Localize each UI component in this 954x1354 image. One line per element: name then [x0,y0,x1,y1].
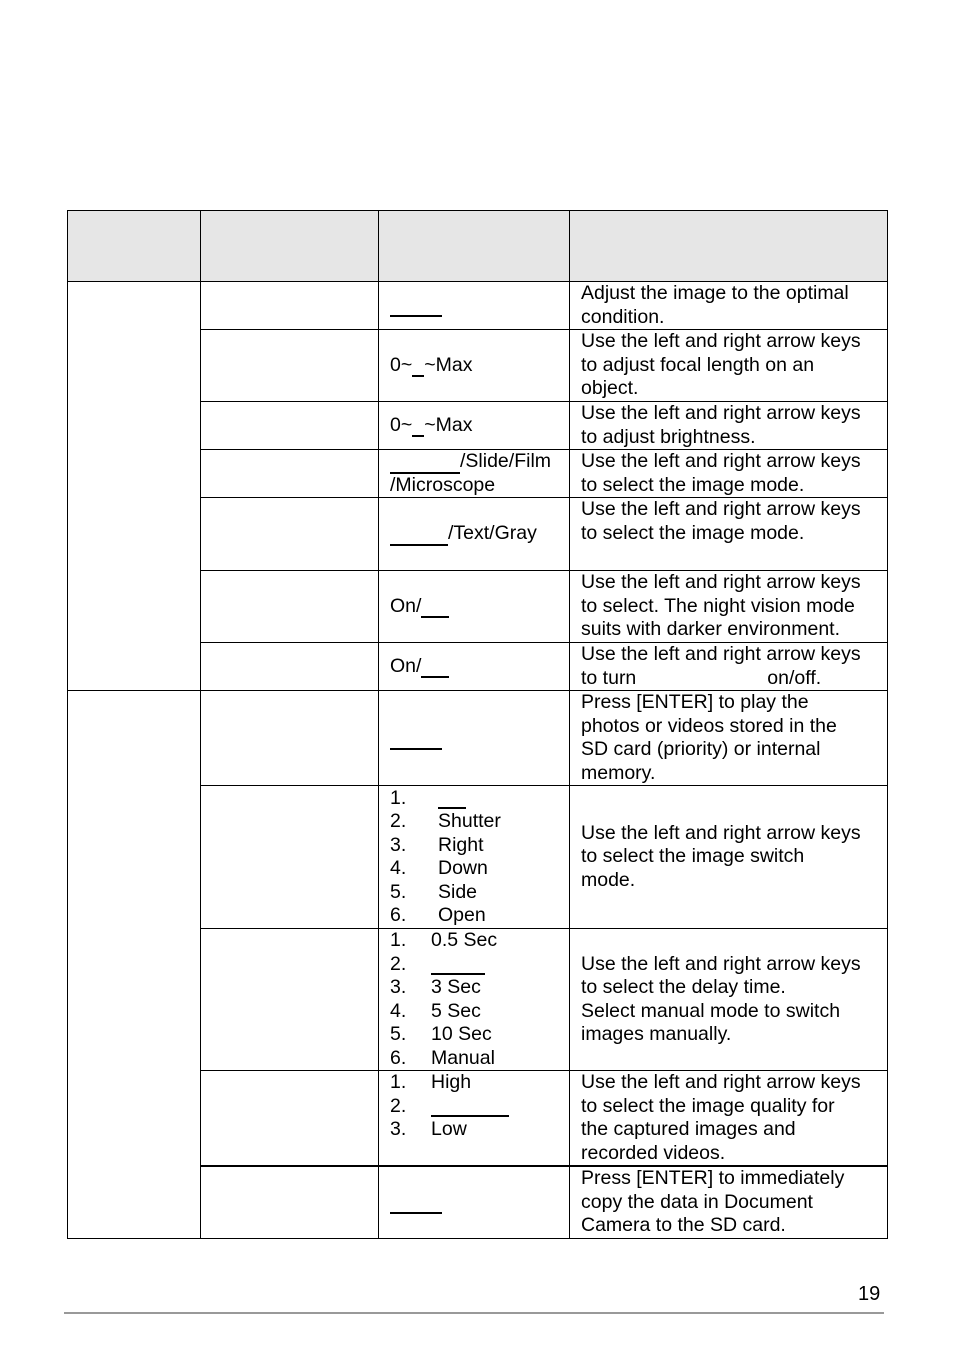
value-prefix: On/ [390,654,422,677]
description-line: Use the left and right arrow keys [581,643,861,665]
list-text: 5 Sec [431,999,481,1022]
default-value-underline [390,1192,442,1214]
submenu-cell [201,691,379,786]
description-line: on/off. [767,666,822,689]
list-text: Shutter [438,810,501,832]
list-item [390,929,558,953]
value-cell [379,1166,570,1238]
default-value-underline [431,953,485,975]
list-item [390,976,558,1000]
list-number: 1. [390,786,407,809]
list-item [390,1118,558,1142]
description-cell [570,498,888,571]
description-line: images manually. [581,1023,732,1045]
description-line: Use the left and right arrow keys [581,952,861,975]
default-value-underline [390,728,442,750]
header-cell [68,211,201,282]
value-cell [379,929,570,1071]
value-cell [379,402,570,450]
value-cell [379,786,570,929]
list-text: Right [438,833,484,856]
menu-settings-table [67,210,888,1239]
value-suffix: ~Max [424,353,473,376]
list-number: 4. [390,999,407,1022]
description-line: to select the image switch [581,845,805,868]
table-row [68,691,888,786]
description-line: photos or videos stored in the [581,714,837,737]
list-item [390,1047,558,1071]
submenu-cell [201,282,379,330]
list-text: Open [438,904,486,926]
default-value-underline [412,355,424,377]
list-number: 2. [390,952,407,975]
value-cell [379,330,570,402]
header-cell [379,211,570,282]
value-suffix: ~Max [424,413,473,436]
list-item [390,787,558,811]
list-item [390,953,558,977]
value-cell [379,643,570,691]
value-prefix: 0~ [390,413,413,436]
default-value-underline [431,1095,509,1117]
list-number: 5. [390,880,407,903]
list-number: 2. [390,1094,407,1117]
list-number: 2. [390,810,407,832]
header-cell [201,211,379,282]
description-line: to select the delay time. [581,976,786,998]
value-cell [379,450,570,498]
list-number: 6. [390,904,407,926]
option-list [390,929,558,1070]
description-line: to select the image quality for [581,1094,835,1117]
list-number: 4. [390,857,407,879]
description-line: mode. [581,868,636,891]
description-cell [570,571,888,643]
description-cell [570,450,888,498]
list-item [390,1023,558,1047]
list-item [390,834,558,858]
option-list [390,787,558,928]
list-number: 3. [390,976,407,998]
description-line: to turn [581,666,637,689]
description-cell [570,786,888,929]
description-cell [570,1166,888,1238]
value-cell [379,282,570,330]
value-cell [379,571,570,643]
submenu-cell [201,450,379,498]
list-text: Low [431,1118,467,1140]
list-item [390,1095,558,1119]
list-text: Side [438,880,478,903]
description-line: condition. [581,305,665,328]
description-line: Use the left and right arrow keys [581,402,861,424]
submenu-cell [201,330,379,402]
description-line: Use the left and right arrow keys [581,450,861,472]
description-cell [570,402,888,450]
submenu-cell [201,402,379,450]
description-line: to adjust brightness. [581,425,756,448]
description-cell [570,282,888,330]
value-prefix: On/ [390,594,422,617]
description-line: Use the left and right arrow keys [581,498,861,520]
description-line: SD card (priority) or internal [581,738,821,760]
table-header-row [68,211,888,282]
default-value-underline [412,415,424,437]
list-item [390,904,558,928]
list-number: 1. [390,929,407,951]
description-line: Select manual mode to switch [581,999,841,1022]
header-cell [570,211,888,282]
description-line: suits with darker environment. [581,618,841,641]
description-line: recorded videos. [581,1141,726,1164]
list-number: 6. [390,1046,407,1069]
option-list [390,1071,558,1142]
default-value-underline [421,656,449,678]
description-line: to select the image mode. [581,473,805,496]
list-text: Down [438,857,488,879]
list-text: 3 Sec [431,976,481,998]
description-line: object. [581,377,639,400]
description-line: Camera to the SD card. [581,1214,786,1236]
footer-divider [64,1312,884,1314]
description-line: Press [ENTER] to play the [581,691,809,713]
submenu-cell [201,1071,379,1167]
description-line: Press [ENTER] to immediately [581,1167,845,1189]
description-line: Use the left and right arrow keys [581,1071,861,1093]
list-item [390,857,558,881]
list-item [390,1071,558,1095]
description-cell [570,1071,888,1167]
default-value-underline [421,596,449,618]
main-menu-cell [68,691,201,1239]
list-item [390,881,558,905]
submenu-cell [201,1166,379,1238]
description-line: Adjust the image to the optimal [581,282,849,304]
value-prefix: 0~ [390,353,413,376]
default-value-underline [390,295,442,317]
main-menu-cell [68,282,201,691]
description-line: the captured images and [581,1118,796,1140]
list-text: High [431,1071,472,1093]
value-text: /Slide/Film [460,450,552,472]
value-cell [379,691,570,786]
description-line: memory. [581,761,656,784]
submenu-cell [201,571,379,643]
description-cell [570,929,888,1071]
value-suffix: /Text/Gray [448,522,537,545]
list-number: 3. [390,833,407,856]
description-cell [570,691,888,786]
list-text: Manual [431,1046,495,1069]
description-line: to select. The night vision mode [581,594,855,617]
default-value-underline [438,787,466,809]
submenu-cell [201,786,379,929]
description-line: Use the left and right arrow keys [581,330,861,353]
value-cell [379,498,570,571]
page-number: 19 [858,1283,881,1305]
value-text: /Microscope [390,473,496,496]
description-cell [570,643,888,691]
list-item [390,810,558,834]
description-line: Use the left and right arrow keys [581,821,861,844]
list-text: 0.5 Sec [431,929,498,951]
description-line: copy the data in Document [581,1190,813,1213]
description-line: to adjust focal length on an [581,353,815,376]
default-value-underline [390,524,448,546]
list-number: 5. [390,1023,407,1045]
list-text: 10 Sec [431,1023,492,1045]
list-number: 1. [390,1071,407,1093]
table-row [68,282,888,330]
value-cell [379,1071,570,1167]
description-cell [570,330,888,402]
submenu-cell [201,643,379,691]
list-item [390,1000,558,1024]
list-number: 3. [390,1118,407,1140]
submenu-cell [201,929,379,1071]
description-line: Use the left and right arrow keys [581,571,861,594]
description-line: to select the image mode. [581,521,805,544]
submenu-cell [201,498,379,571]
default-value-underline [390,452,460,474]
